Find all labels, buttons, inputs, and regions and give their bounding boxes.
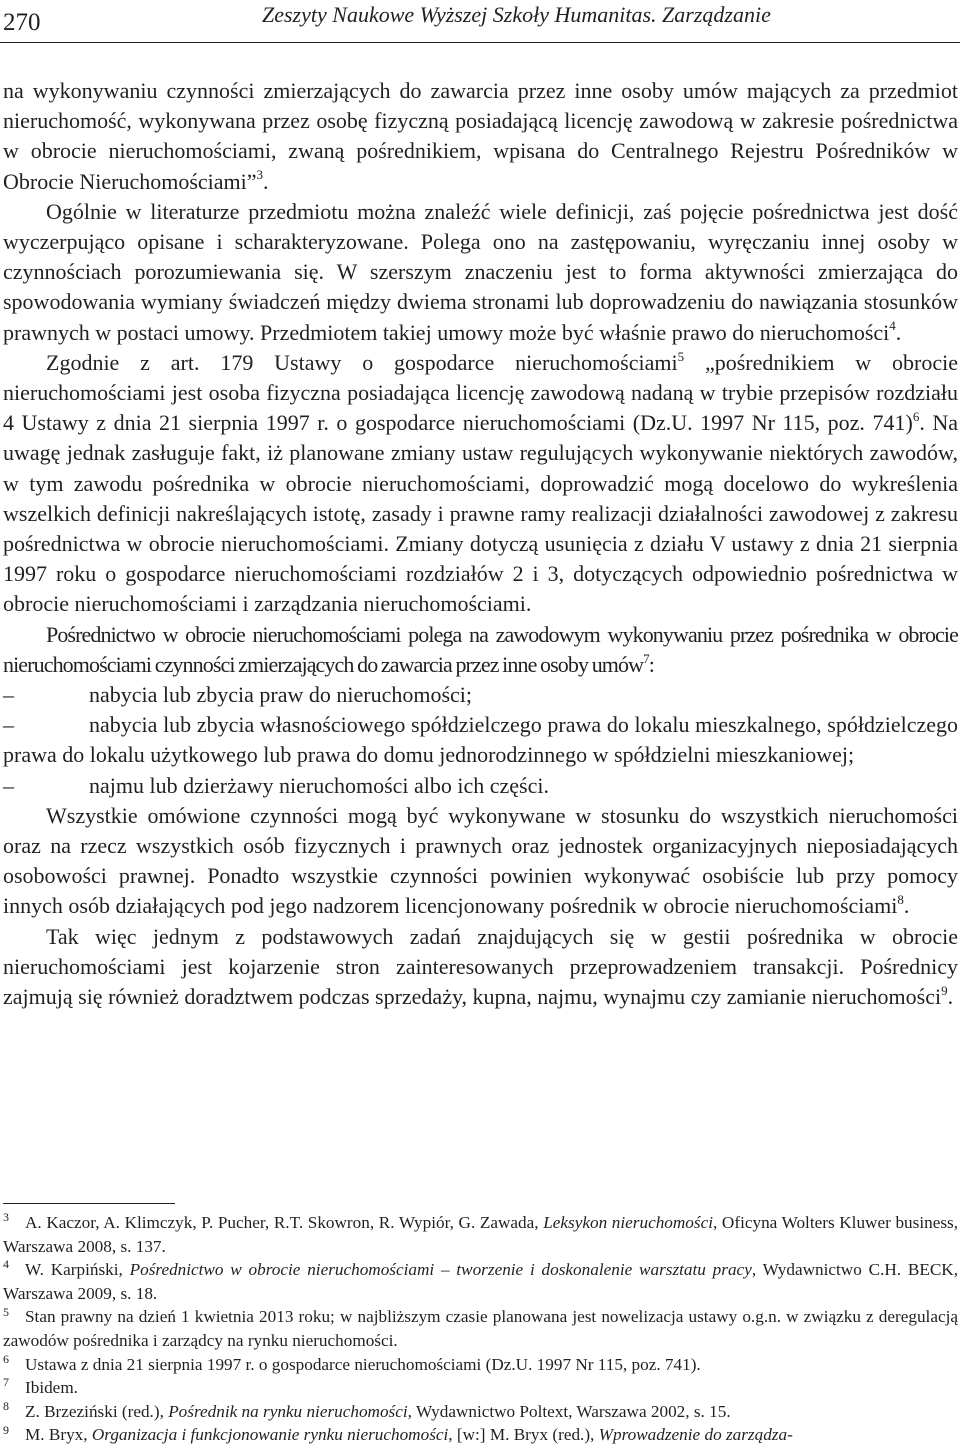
footnote-ref-7: 7 bbox=[643, 650, 649, 666]
footnote: 4 W. Karpiński, Pośrednictwo w obrocie nieruchomościami – tworzenie i doskonalenie warsztatu pracy, Wydawnictwo C.H. BECK, Warszawa 2009, s. 18. bbox=[3, 1257, 958, 1303]
paragraph-5: Wszystkie omówione czynności mogą być wykonywane w stosunku do wszystkich nieruchomości oraz na rzecz wszystkich osób fizycznych i prawnych oraz jednostek organizacyjnych nieposiadających osobowości prawnej. Ponadto wszystkie czynności powinien wykonywać osobiście lub przy pomocy innych osób działających pod jego nadzorem licencjonowany pośrednik w obrocie nieruchomościami$^8$. bbox=[3, 802, 958, 919]
dash-bullet: – bbox=[3, 712, 14, 738]
main-text bbox=[3, 76, 958, 1012]
footnote-ref-4: 4 bbox=[889, 318, 896, 334]
footnote-ref-6: 6 bbox=[912, 408, 920, 424]
footnote-rule bbox=[3, 1203, 175, 1204]
list-item: – nabycia lub zbycia własnościowego spółdzielczego prawa do lokalu mieszkalnego, spółdzielczego prawa do lokalu użytkowego lub prawa do domu jednorodzinnego w spółdzielni mieszkaniowej; bbox=[3, 712, 958, 768]
paragraph-1: na wykonywaniu czynności zmierzających do zawarcia przez inne osoby umów mających za przedmiot nieruchomość, wykonywana przez osobę fizyczną posiadającą licencję zawodową w zakresie pośrednictwa w obrocie nieruchomościami, zwaną pośrednikiem, wpisana do Centralnego Rejestru Pośredników w Obrocie Nieruchomościami”$^3$. bbox=[3, 78, 958, 194]
dash-bullet: – bbox=[3, 682, 14, 708]
footnotes bbox=[3, 1211, 958, 1447]
footnote-ref-3: 3 bbox=[256, 167, 264, 183]
footnote: 7 Ibidem. bbox=[3, 1375, 78, 1398]
header-rule bbox=[0, 42, 960, 43]
footnote-ref-9: 9 bbox=[941, 982, 948, 998]
footnote: 3 A. Kaczor, A. Klimczyk, P. Pucher, R.T. Skowron, R. Wypiór, G. Zawada, Leksykon nieruchomości, Oficyna Wolters Kluwer business, Warszawa 2008, s. 137. bbox=[3, 1210, 958, 1256]
dash-bullet: – bbox=[3, 772, 14, 798]
footnote: 6 Ustawa z dnia 21 sierpnia 1997 r. o gospodarce nieruchomościami (Dz.U. 1997 Nr 115, poz. 741). bbox=[3, 1351, 701, 1374]
footnote: 8 Z. Brzeziński (red.), Pośrednik na rynku nieruchomości, Wydawnictwo Poltext, Warszawa 2002, s. 15. bbox=[3, 1399, 731, 1421]
paragraph-4: Pośrednictwo w obrocie nieruchomościami polega na zawodowym wykonywaniu przez pośrednika w obrocie nieruchomościami czynności zmierzających do zawarcia przez inne osoby umów$^7$: bbox=[3, 621, 958, 677]
footnote: 5 Stan prawny na dzień 1 kwietnia 2013 roku; w najbliższym czasie planowana jest nowelizacja ustawy o.g.n. w związku z deregulacją zawodów pośrednika i zarządcy na rynku nieruchomości. bbox=[3, 1304, 958, 1350]
footnote-ref-8: 8 bbox=[897, 892, 904, 908]
footnote-ref-5: 5 bbox=[677, 348, 685, 364]
paragraph-6: Tak więc jednym z podstawowych zadań znajdujących się w gestii pośrednika w obrocie nieruchomościami jest kojarzenie stron zainteresowanych przeprowadzeniem transakcji. Pośrednicy zajmują się również doradztwem podczas sprzedaży, kupna, najmu, wynajmu czy zamianie nieruchomości$^9$. bbox=[3, 923, 958, 1010]
footnote: 9 M. Bryx, Organizacja i funkcjonowanie rynku nieruchomości, [w:] M. Bryx (red.), Wprowadzenie do zarządza- bbox=[3, 1423, 793, 1445]
page-number: 270 bbox=[3, 9, 41, 36]
page-header bbox=[0, 0, 960, 44]
journal-title: Zeszyty Naukowe Wyższej Szkoły Humanitas. Zarządzanie bbox=[262, 2, 771, 27]
paragraph-3: Zgodnie z art. 179 Ustawy o gospodarce nieruchomościami$^5$ „pośrednikiem w obrocie nieruchomościami jest osoba fizyczna posiadająca licencję zawodową nadaną w trybie przepisów rozdziału 4 Ustawy z dnia 21 sierpnia 1997 r. o gospodarce nieruchomościami (Dz.U. 1997 Nr 115, poz. 741)$^6$. Na uwagę jednak zasługuje fakt, iż planowane zmiany ustaw regulujących wykonywanie niektórych zawodów, w tym zawodu pośrednika w obrocie nieruchomościami, doprowadzić mogą docelowo do wykreślenia wszelkich definicji nakreślających istotę, zasady i prawne ramy realizacji działalności zawodowej z zakresu pośrednictwa w obrocie nieruchomościami. Zmiany dotyczą usunięcia z działu V ustawy z dnia 21 sierpnia 1997 roku o gospodarce nieruchomościami rozdziałów 2 i 3, dotyczących odpowiednio pośrednictwa w obrocie nieruchomościami i zarządzania nieruchomościami. bbox=[3, 348, 959, 617]
list-item: – najmu lub dzierżawy nieruchomości albo ich części. bbox=[3, 771, 958, 801]
paragraph-2: Ogólnie w literaturze przedmiotu można znaleźć wiele definicji, zaś pojęcie pośrednictwa jest dość wyczerpująco opisane i scharakteryzowane. Polega ono na zastępowaniu, wyręczaniu innej osoby w czynnościach porozumiewania się. W szerszym znaczeniu jest to forma aktywności zmierzająca do spowodowania wymiany świadczeń między dwiema stronami lub doprowadzeniu do nawiązania stosunków prawnych w postaci umowy. Przedmiotem takiej umowy może być właśnie prawo do nieruchomości$^4$. bbox=[3, 198, 958, 345]
list-item: – nabycia lub zbycia praw do nieruchomości; bbox=[3, 680, 958, 710]
